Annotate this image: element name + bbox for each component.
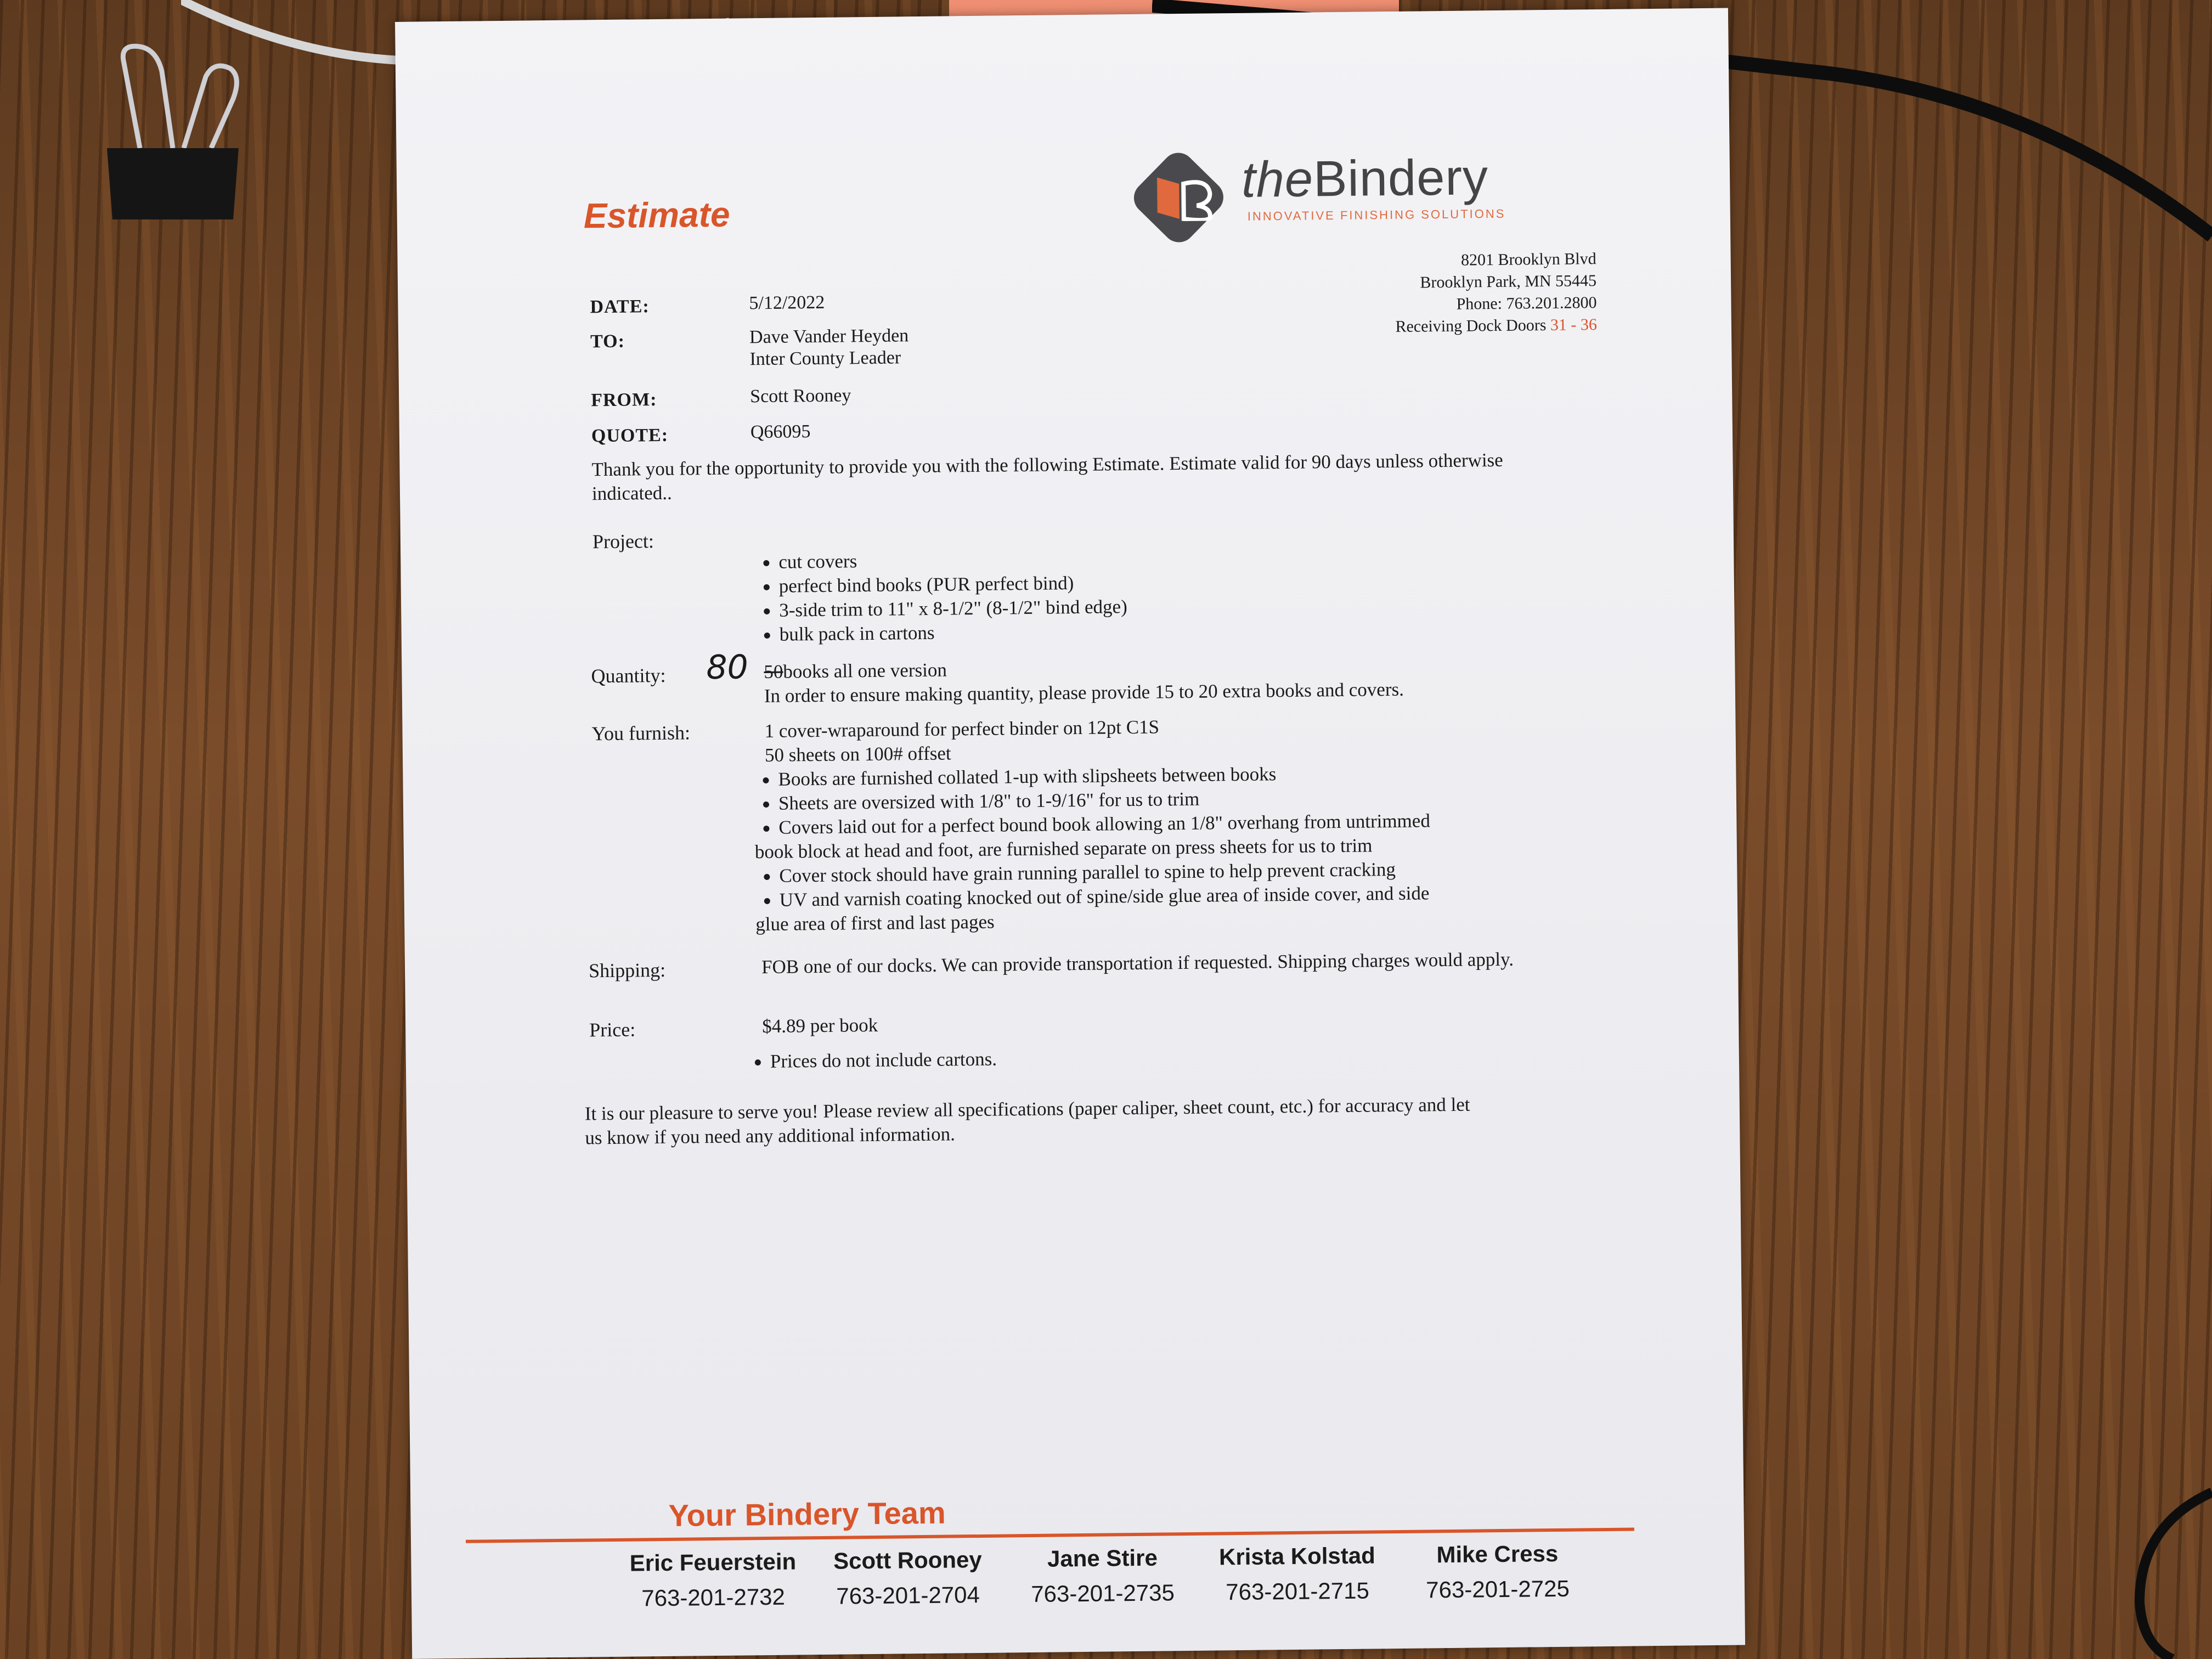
shipping-text: FOB one of our docks. We can provide transportation if requested. Shipping charges would apply. <box>761 948 1514 978</box>
list-item: Sheets are oversized with 1/8" to 1-9/16" for us to trim <box>760 785 1430 816</box>
list-item: book block at head and foot, are furnished separate on press sheets for us to trim <box>754 834 1373 863</box>
list-item: Cover stock should have grain running parallel to spine to help prevent cracking <box>760 857 1431 888</box>
book-icon <box>1153 171 1214 221</box>
to-org: Inter County Leader <box>749 347 901 370</box>
project-list <box>760 546 1127 647</box>
black-cable-corner <box>2118 1481 2212 1659</box>
list-item: glue area of first and last pages <box>755 911 995 935</box>
company-tagline: INNOVATIVE FINISHING SOLUTIONS <box>1247 206 1506 223</box>
team-title: Your Bindery Team <box>668 1495 946 1533</box>
quote-number: Q66095 <box>750 421 811 443</box>
price-label: Price: <box>589 1018 636 1041</box>
company-logo <box>1131 141 1582 245</box>
estimate-document <box>395 8 1745 1659</box>
furnish-line-1: 1 cover-wraparound for perfect binder on 12pt C1S <box>764 716 1160 742</box>
team-member <box>814 1547 1001 1610</box>
furnish-list <box>754 760 1431 936</box>
project-label: Project: <box>592 530 654 553</box>
address-line-2: Brooklyn Park, MN 55445 <box>1420 272 1597 292</box>
member-phone: 763-201-2725 <box>1426 1575 1570 1603</box>
team-divider <box>466 1527 1634 1543</box>
furnish-label: You furnish: <box>591 721 691 745</box>
shipping-label: Shipping: <box>588 958 666 982</box>
quantity-text: 50books all one version <box>764 659 947 683</box>
date-value: 5/12/2022 <box>749 292 825 314</box>
closing-line-2: us know if you need any additional information. <box>585 1123 956 1149</box>
list-item: bulk pack in cartons <box>761 619 1128 647</box>
list-item: Prices do not include cartons. <box>752 1047 997 1074</box>
company-address <box>1291 248 1597 339</box>
furnish-line-2: 50 sheets on 100# offset <box>764 742 951 766</box>
member-name: Eric Feuerstein <box>629 1548 797 1576</box>
quote-label: QUOTE: <box>591 425 669 447</box>
member-phone: 763-201-2715 <box>1226 1577 1370 1605</box>
list-item: 3-side trim to 11" x 8-1/2" (8-1/2" bind edge) <box>760 595 1127 623</box>
team-member <box>1404 1540 1591 1604</box>
member-phone: 763-201-2735 <box>1031 1579 1175 1607</box>
from-label: FROM: <box>591 390 657 411</box>
intro-line-1: Thank you for the opportunity to provide you with the following Estimate. Estimate valid for 90 days unless otherwise <box>591 449 1503 481</box>
member-name: Mike Cress <box>1436 1540 1559 1568</box>
binder-clip-icon <box>101 38 244 225</box>
list-item: Covers laid out for a perfect bound book allowing an 1/8" overhang from untrimmed <box>760 809 1430 840</box>
list-item: perfect bind books (PUR perfect bind) <box>760 571 1127 599</box>
team-member <box>619 1548 806 1612</box>
address-line-1: 8201 Brooklyn Blvd <box>1460 250 1596 269</box>
address-phone: Phone: 763.201.2800 <box>1456 294 1597 313</box>
team-member <box>1204 1542 1391 1606</box>
member-phone: 763-201-2732 <box>641 1583 786 1611</box>
member-phone: 763-201-2704 <box>836 1581 980 1609</box>
handwritten-quantity: 80 <box>706 648 749 687</box>
document-title: Estimate <box>583 194 730 236</box>
member-name: Scott Rooney <box>833 1546 982 1574</box>
list-item: Books are furnished collated 1-up with slipsheets between books <box>759 760 1430 792</box>
date-label: DATE: <box>590 296 650 318</box>
price-text: $4.89 per book <box>762 1014 878 1037</box>
price-notes <box>752 1047 997 1074</box>
intro-line-2: indicated.. <box>591 482 673 505</box>
address-dock: Receiving Dock Doors 31 - 36 <box>1395 315 1598 336</box>
quantity-label: Quantity: <box>591 664 666 687</box>
team-member <box>1009 1544 1196 1608</box>
member-name: Jane Stire <box>1047 1544 1158 1572</box>
to-name: Dave Vander Heyden <box>749 325 909 348</box>
list-item: cut covers <box>760 546 1127 574</box>
from-name: Scott Rooney <box>749 385 851 407</box>
member-name: Krista Kolstad <box>1218 1542 1375 1570</box>
list-item: UV and varnish coating knocked out of spine/side glue area of inside cover, and side <box>761 881 1431 912</box>
to-label: TO: <box>590 331 625 352</box>
closing-line-1: It is our pleasure to serve you! Please review all specifications (paper caliper, sheet count, etc.) for accuracy and let <box>584 1093 1470 1125</box>
company-name: theBindery <box>1241 149 1489 208</box>
struck-quantity: 50 <box>764 661 783 683</box>
quantity-note: In order to ensure making quantity, please provide 15 to 20 extra books and covers. <box>764 678 1404 707</box>
